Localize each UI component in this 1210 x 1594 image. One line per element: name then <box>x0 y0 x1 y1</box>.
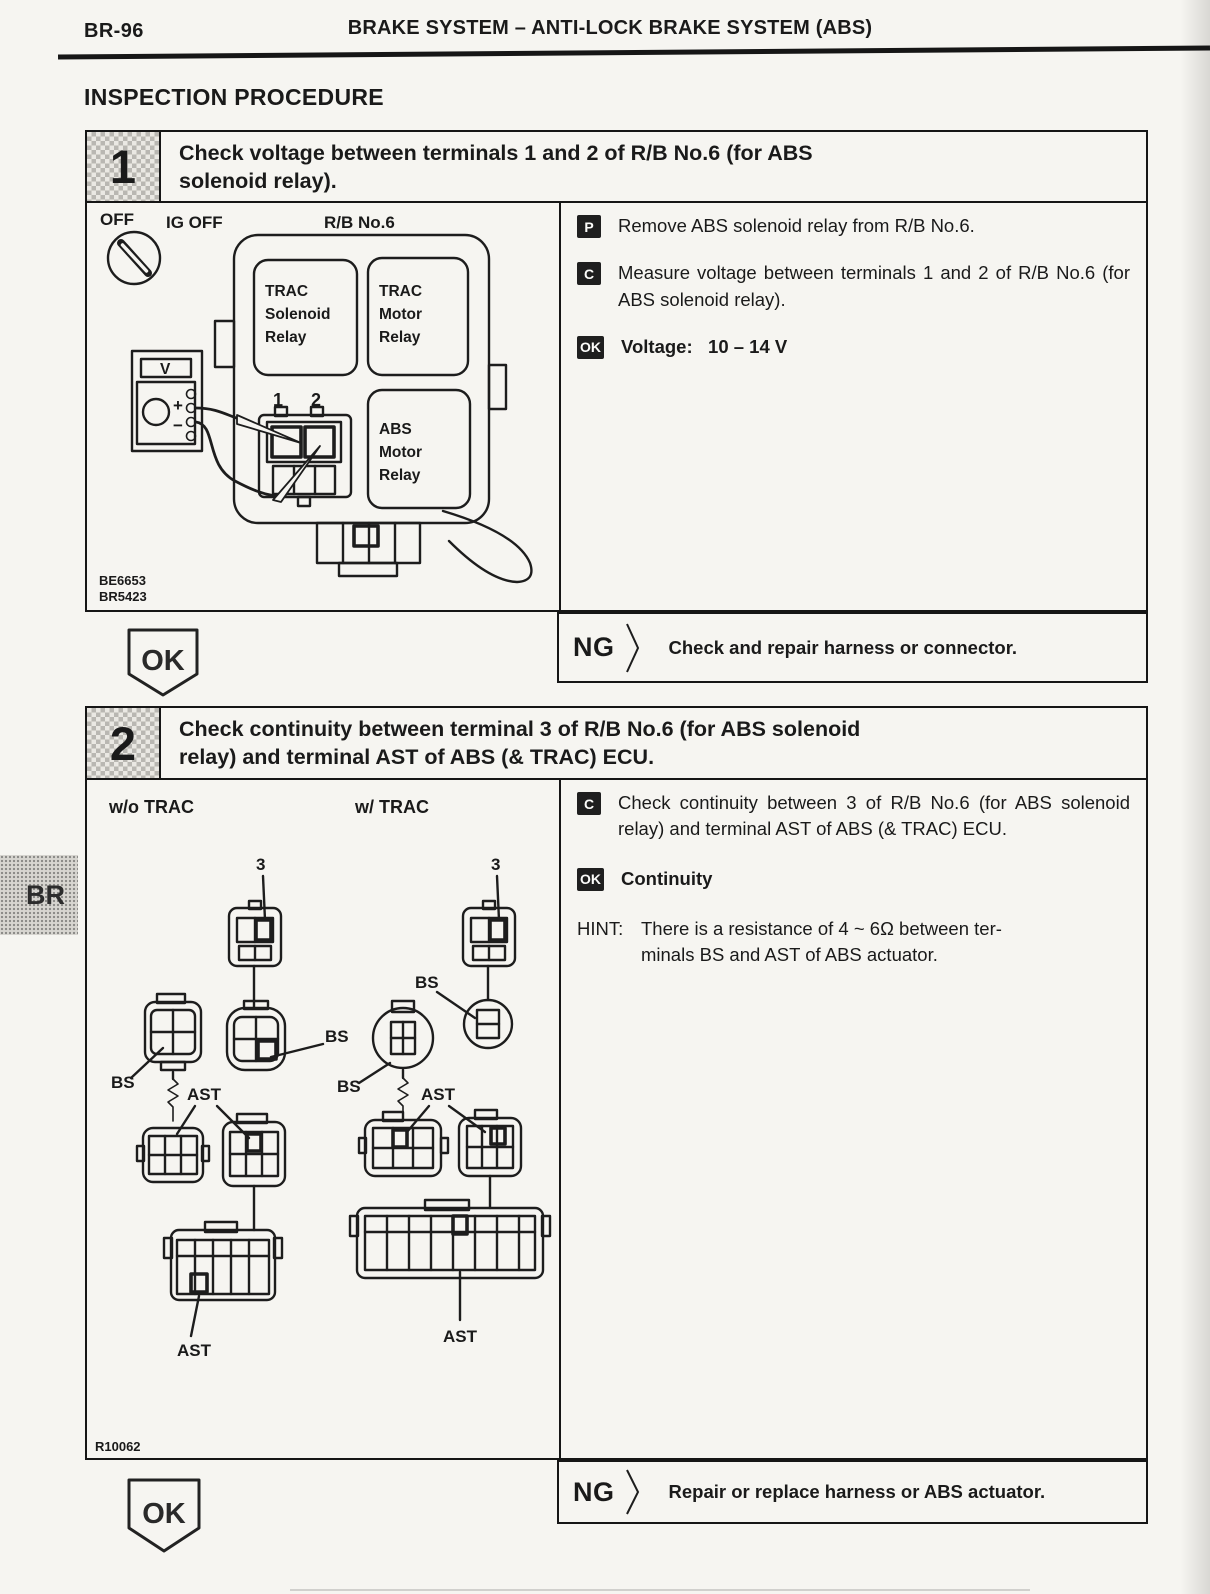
key-cylinder-icon <box>108 232 160 284</box>
scan-edge-shadow <box>1180 0 1210 1594</box>
svg-text:Relay: Relay <box>265 329 307 346</box>
ok-badge: OK <box>577 336 604 359</box>
relay-block-label: R/B No.6 <box>324 213 395 232</box>
instruction-text: Check continuity between 3 of R/B No.6 (for ABS solenoid relay) and terminal AST of ABS (& TRAC) ECU. <box>618 792 1130 840</box>
section-heading: INSPECTION PROCEDURE <box>84 84 384 110</box>
section-tab-br: BR <box>0 855 78 935</box>
terminal-1-label: 1 <box>273 390 284 410</box>
spec-text: Voltage: 10 – 14 V <box>621 335 788 357</box>
spec-text: Continuity <box>621 867 713 889</box>
ng-label: NG <box>573 632 615 662</box>
ok-arrow-label: OK <box>142 1498 186 1530</box>
svg-text:3: 3 <box>491 855 501 874</box>
check-badge: C <box>577 262 601 285</box>
step-2-number: 2 <box>87 708 161 778</box>
trac-solenoid-relay <box>254 260 357 375</box>
meter-plus: + <box>173 396 183 415</box>
w-trac-connectors <box>337 855 550 1346</box>
wo-trac-label: w/o TRAC <box>109 797 194 817</box>
voltmeter-unit: V <box>160 361 171 378</box>
meter-minus: − <box>173 416 183 435</box>
check-badge: C <box>577 792 601 815</box>
page-header-title: BRAKE SYSTEM – ANTI-LOCK BRAKE SYSTEM (ABS) <box>347 17 873 39</box>
ast-label: AST <box>177 1341 211 1360</box>
wo-trac-connectors <box>111 855 349 1360</box>
ok-arrow-label: OK <box>141 645 185 677</box>
trac-motor-relay <box>368 258 468 375</box>
svg-text:Solenoid: Solenoid <box>265 306 331 323</box>
step-1-number: 1 <box>87 132 161 201</box>
figure-code-1b: BR5423 <box>99 589 147 604</box>
bs-label: BS <box>325 1027 349 1046</box>
step-2-title <box>161 708 1146 778</box>
ast-label: AST <box>187 1085 221 1104</box>
step-2-box <box>85 706 1148 1530</box>
connector-diagram <box>87 780 557 1457</box>
step-1-body <box>85 203 1148 612</box>
hint-label: HINT: <box>577 917 624 939</box>
step-2-instructions <box>561 780 1146 1458</box>
figure-code-2: R10062 <box>95 1439 141 1454</box>
step-1-instructions <box>561 203 1146 610</box>
step-2-title-line2: relay) and terminal AST of ABS (& TRAC) ECU. <box>179 745 655 770</box>
ng-label: NG <box>573 1476 615 1507</box>
step-2-ng-result <box>557 1460 1148 1524</box>
instruction-text: Measure voltage between terminals 1 and 2 of R/B No.6 (for ABS solenoid relay). <box>618 262 1130 310</box>
bs-label: BS <box>415 973 439 992</box>
page-code: BR-96 <box>84 20 144 42</box>
svg-text:Motor: Motor <box>379 444 423 461</box>
step-2-body <box>85 780 1148 1460</box>
terminal-2-label: 2 <box>311 390 322 410</box>
ignition-off-label: OFF <box>100 210 134 229</box>
step-2-figure <box>87 780 561 1458</box>
relay-block-diagram <box>87 203 557 609</box>
hint-text-line1: There is a resistance of 4 ~ 6Ω between ter- <box>641 917 1002 939</box>
abs-solenoid-relay-socket <box>259 390 351 506</box>
prepare-badge: P <box>577 215 601 238</box>
instruction-row <box>577 213 1132 239</box>
relay-box-bottom-plug <box>317 511 531 582</box>
step-2-title-line1: Check continuity between terminal 3 of R/B No.6 (for ABS solenoid <box>179 717 861 741</box>
hint-text-line2: minals BS and AST of ABS actuator. <box>641 944 938 966</box>
ng-chevron-icon <box>625 621 641 675</box>
svg-text:Relay: Relay <box>379 329 421 346</box>
step-1-title-line2: solenoid relay). <box>179 169 337 194</box>
scan-bottom-smudge <box>290 1589 1030 1591</box>
instruction-row <box>577 334 1132 360</box>
step-1-ok-arrow <box>127 628 199 703</box>
svg-text:TRAC: TRAC <box>265 283 309 300</box>
svg-text:Relay: Relay <box>379 467 421 484</box>
ig-off-label: IG OFF <box>166 213 223 232</box>
step-1-title-line1: Check voltage between terminals 1 and 2 of R/B No.6 (for ABS <box>179 141 813 165</box>
instruction-row <box>577 260 1132 313</box>
header-rule <box>58 45 1210 59</box>
ng-chevron-icon <box>625 1467 641 1517</box>
step-1-figure <box>87 203 561 610</box>
instruction-row <box>577 790 1132 843</box>
w-trac-label: w/ TRAC <box>355 797 429 817</box>
ast-label: AST <box>421 1085 455 1104</box>
hint-block <box>577 916 1132 969</box>
bs-label: BS <box>337 1077 361 1096</box>
ast-label: AST <box>443 1327 477 1346</box>
figure-code-1a: BE6653 <box>99 573 146 588</box>
instruction-row <box>577 866 1132 892</box>
abs-motor-relay <box>368 390 470 508</box>
voltmeter <box>132 351 202 451</box>
ng-action-text: Repair or replace harness or ABS actuator. <box>668 1481 1046 1502</box>
bs-label: BS <box>111 1073 135 1092</box>
svg-text:TRAC: TRAC <box>379 283 423 300</box>
ng-action-text: Check and repair harness or connector. <box>668 636 1018 658</box>
ok-badge: OK <box>577 868 604 891</box>
svg-text:Motor: Motor <box>379 306 423 323</box>
step-1-header <box>85 130 1148 203</box>
svg-text:3: 3 <box>256 855 266 874</box>
instruction-text: Remove ABS solenoid relay from R/B No.6. <box>618 215 975 236</box>
step-1-title <box>161 132 1146 201</box>
step-2-ok-arrow <box>127 1478 201 1559</box>
step-1-ng-result <box>557 612 1148 683</box>
svg-text:ABS: ABS <box>379 421 412 438</box>
step-1-box <box>85 130 1148 683</box>
step-2-header <box>85 706 1148 780</box>
